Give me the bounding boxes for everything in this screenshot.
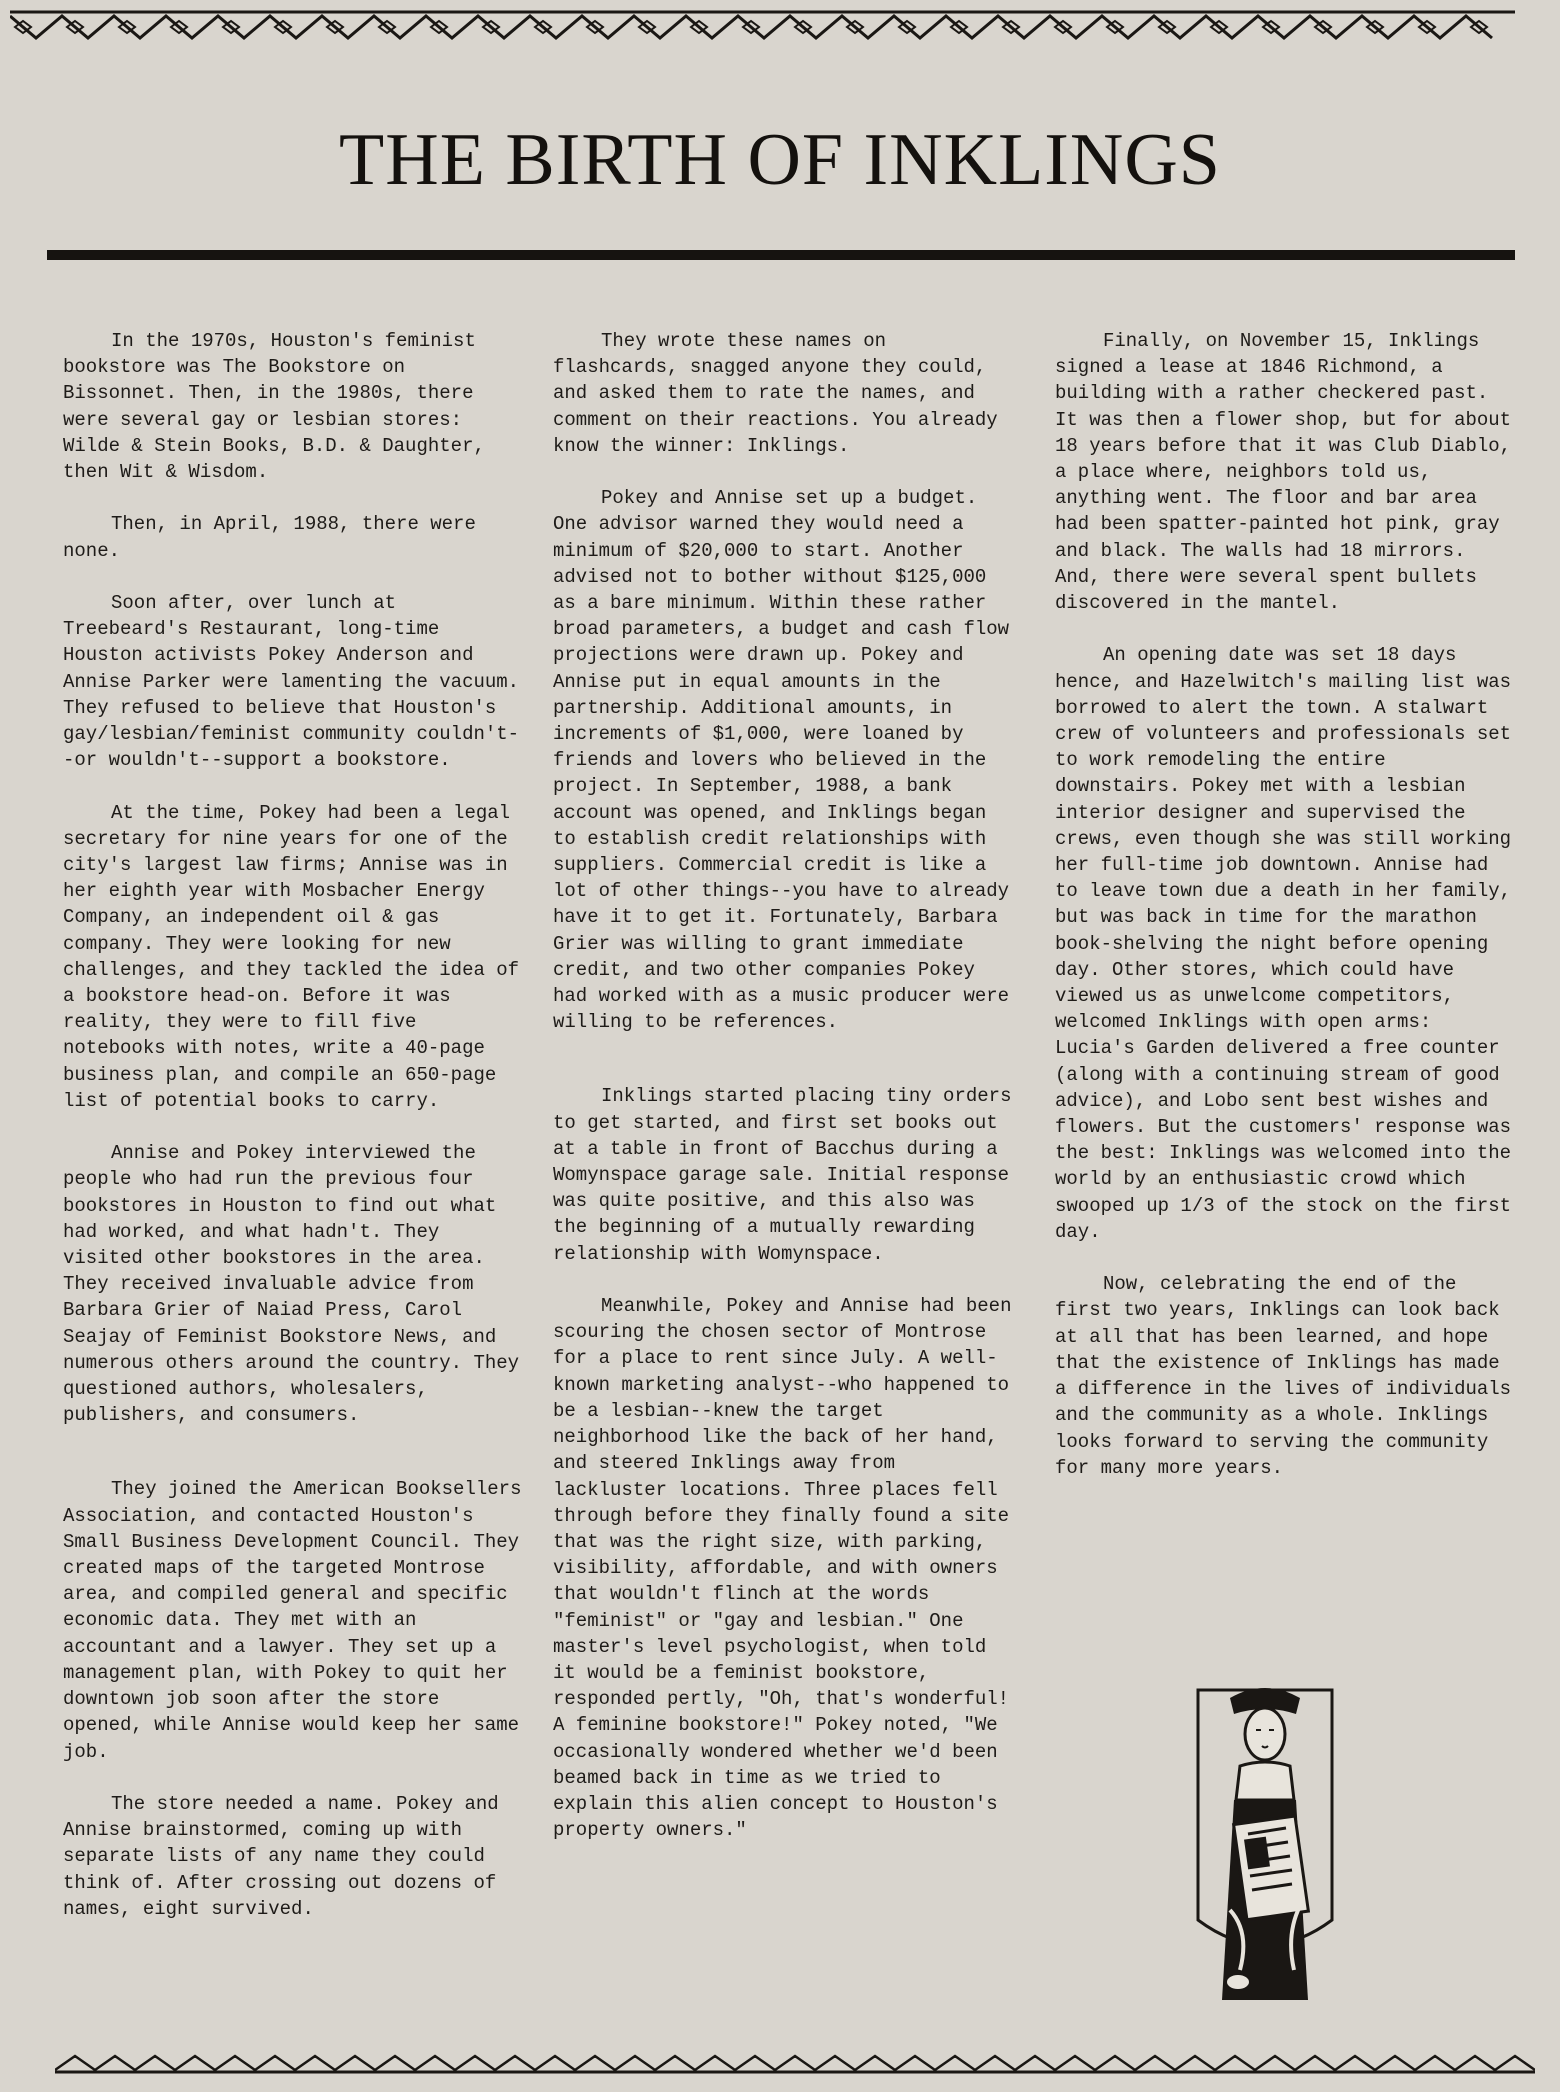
paragraph: At the time, Pokey had been a legal secretary for nine years for one of the city's largest law firms; Annise was in her eighth year with Mosbacher Energy Company, an independent oil & gas company. They were looking for new challenges, and they tackled the idea of a bookstore head-on. Before it was reality, they were to fill five notebooks with notes, write a 40-page business plan, and compile an 650-page list of potential books to carry. bbox=[63, 801, 520, 1112]
article-column-2 bbox=[553, 328, 1015, 1870]
paragraph: Inklings started placing tiny orders to get started, and first set books out at a table in front of Bacchus during a Womynspace garage sale. Initial response was quite positive, and this also was the beginning of a mutually rewarding relationship with Womynspace. bbox=[553, 1085, 1012, 1265]
paragraph: Finally, on November 15, Inklings signed a lease at 1846 Richmond, a building with a rather checkered past. It was then a flower shop, but for about 18 years before that it was Club Diablo, a place where, neighbors told us, anything went. The floor and bar area had been spatter-painted hot pink, gray and black. The walls had 18 mirrors. And, there were several spent bullets discovered in the mantel. bbox=[1055, 330, 1512, 615]
paragraph: Then, in April, 1988, there were none. bbox=[63, 513, 476, 562]
page-title: THE BIRTH OF INKLINGS bbox=[339, 119, 1221, 201]
article-column-1 bbox=[63, 328, 525, 1948]
title-divider-rule bbox=[47, 250, 1515, 260]
decorative-border-bottom bbox=[55, 2052, 1535, 2074]
paragraph: In the 1970s, Houston's feminist bookstore was The Bookstore on Bissonnet. Then, in the 1980s, there were several gay or lesbian stores: Wilde & Stein Books, B.D. & Daughter, then Wit & Wisdom. bbox=[63, 330, 485, 484]
paragraph: They wrote these names on flashcards, snagged anyone they could, and asked them to rate the names, and comment on their reactions. You already know the winner: Inklings. bbox=[553, 330, 998, 457]
paragraph: Annise and Pokey interviewed the people who had run the previous four bookstores in Houston to find out what had worked, and what hadn't. They visited other bookstores in the area. They received invaluable advice from Barbara Grier of Naiad Press, Carol Seajay of Feminist Bookstore News, and numerous others around the country. They questioned authors, wholesalers, publishers, and consumers. bbox=[63, 1142, 520, 1427]
paragraph: Pokey and Annise set up a budget. One advisor warned they would need a minimum of $20,000 to start. Another advised not to bother without $125,000 as a bare minimum. Within these rather broad parameters, a budget and cash flow projections were drawn up. Pokey and Annise put in equal amounts in the partnership. Additional amounts, in increments of $1,000, were loaned by friends and lovers who believed in the project. In September, 1988, a bank account was opened, and Inklings began to establish credit relationships with suppliers. Commercial credit is like a lot of other things--you have to already have it to get it. Fortunately, Barbara Grier was willing to grant immediate credit, and two other companies Pokey had worked with as a music producer were willing to be references. bbox=[553, 487, 1010, 1034]
paragraph: Now, celebrating the end of the first two years, Inklings can look back at all that has been learned, and hope that the existence of Inklings has made a difference in the lives of individuals and the community as a whole. Inklings looks forward to serving the community for many more years. bbox=[1055, 1273, 1512, 1479]
woman-reading-illustration bbox=[1190, 1670, 1340, 2010]
paragraph: They joined the American Booksellers Association, and contacted Houston's Small Business Development Council. They created maps of the targeted Montrose area, and compiled general and specific economic data. They met with an accountant and a lawyer. They set up a management plan, with Pokey to quit her downtown job soon after the store opened, while Annise would keep her same job. bbox=[63, 1478, 522, 1763]
paragraph: The store needed a name. Pokey and Annise brainstormed, coming up with separate lists of any name they could think of. After crossing out dozens of names, eight survived. bbox=[63, 1792, 499, 1920]
decorative-border-top bbox=[10, 8, 1515, 44]
paragraph: An opening date was set 18 days hence, and Hazelwitch's mailing list was borrowed to alert the town. A stalwart crew of volunteers and professionals set to work remodeling the entire downstairs. Pokey met with a lesbian interior designer and supervised the crews, even though she was still working her full-time job downtown. Annise had to leave town due a death in her family, but was back in time for the marathon book-shelving the night before opening day. Other stores, which could have viewed us as unwelcome competitors, welcomed Inklings with open arms: Lucia's Garden delivered a free counter (along with a continuing stream of good advice), and Lobo sent best wishes and flowers. But the customers' response was the best: Inklings was welcomed into the world by an enthusiastic crowd which swooped up 1/3 of the stock on the first day. bbox=[1055, 644, 1512, 1243]
article-column-3 bbox=[1055, 328, 1517, 1507]
paragraph: Soon after, over lunch at Treebeard's Restaurant, long-time Houston activists Pokey Anderson and Annise Parker were lamenting the vacuum. They refused to believe that Houston's gay/lesbian/feminist community couldn't--or wouldn't--support a bookstore. bbox=[63, 592, 520, 772]
paragraph: Meanwhile, Pokey and Annise had been scouring the chosen sector of Montrose for a place to rent since July. A well-known marketing analyst--who happened to be a lesbian--knew the target neighborhood like the back of her hand, and steered Inklings away from lackluster locations. Three places fell through before they finally found a site that was the right size, with parking, visibility, affordable, and with owners that wouldn't flinch at the words "feminist" or "gay and lesbian." One master's level psychologist, when told it would be a feminist bookstore, responded pertly, "Oh, that's wonderful! A feminine bookstore!" Pokey noted, "We occasionally wondered whether we'd been beamed back in time as we tried to explain this alien concept to Houston's property owners." bbox=[553, 1295, 1012, 1842]
